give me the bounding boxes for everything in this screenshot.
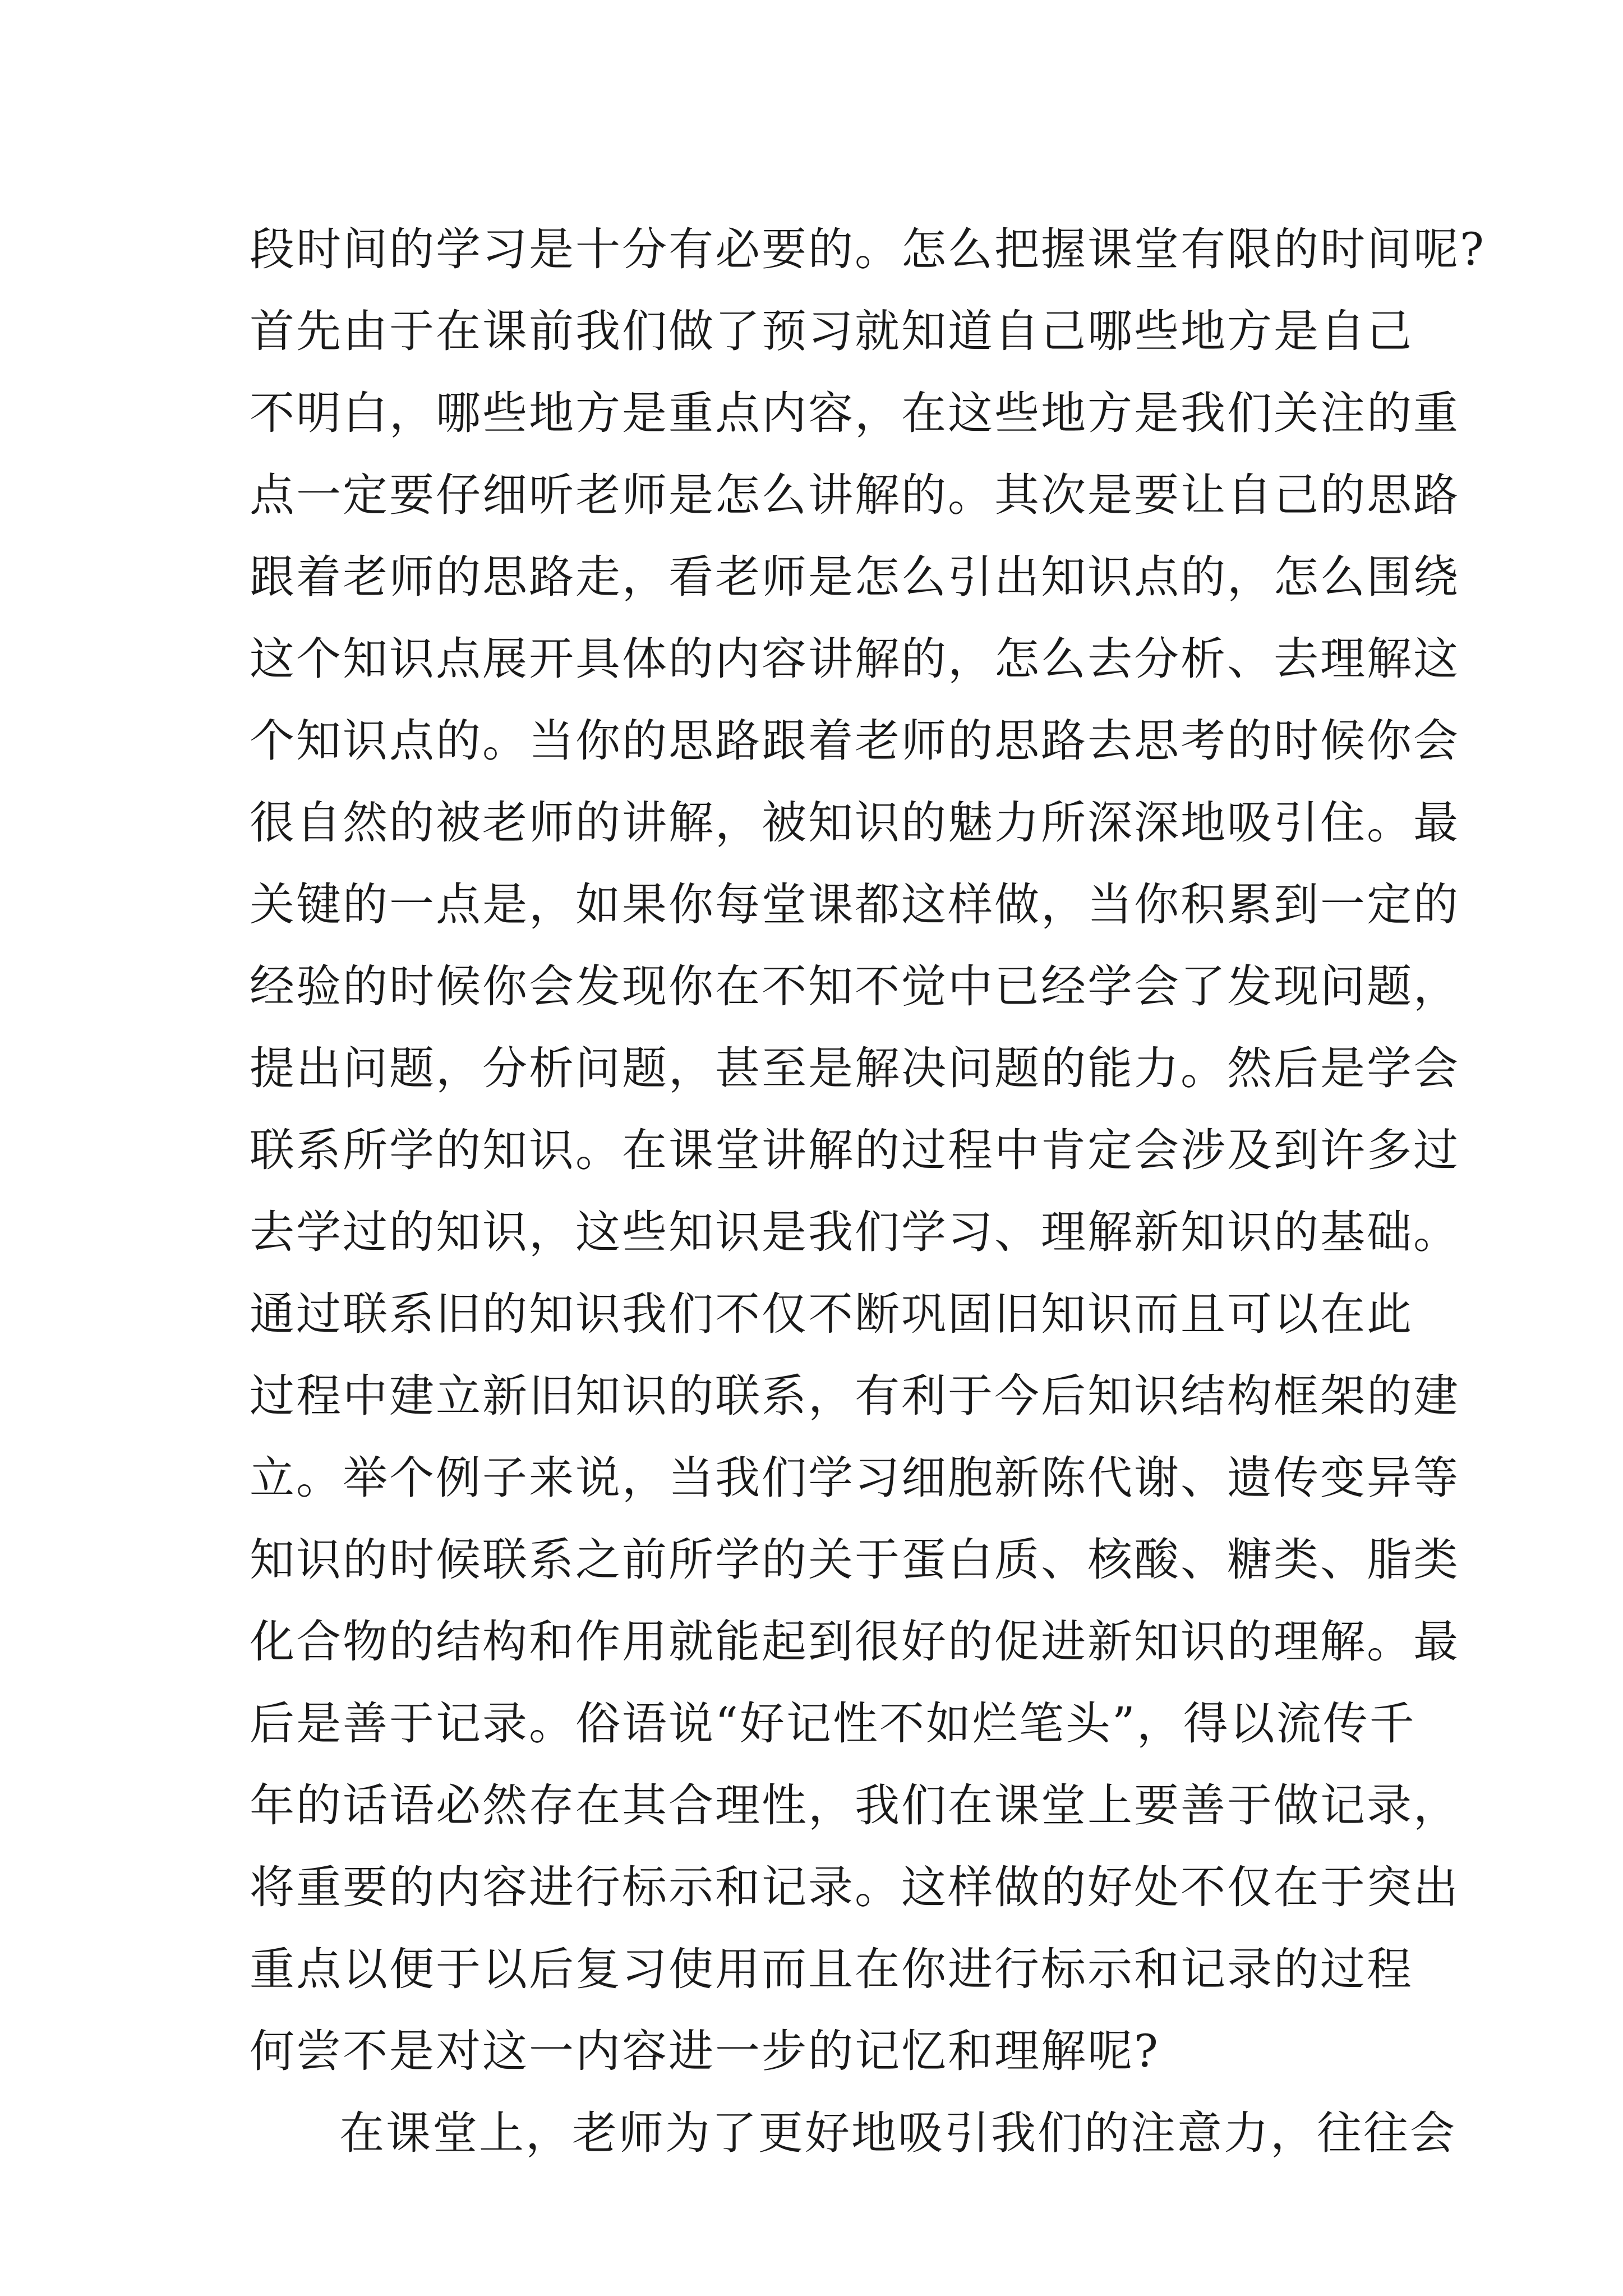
text-line: 提出问题，分析问题，甚至是解决问题的能力。然后是学会 <box>250 1042 1460 1094</box>
text-line: 立。举个例子来说，当我们学习细胞新陈代谢、遗传变异等 <box>250 1452 1460 1504</box>
text-line: 这个知识点展开具体的内容讲解的，怎么去分析、去理解这 <box>250 633 1460 685</box>
body-text <box>250 209 1486 2174</box>
text-line: 关键的一点是，如果你每堂课都这样做，当你积累到一定的 <box>250 878 1460 931</box>
text-line: 知识的时候联系之前所学的关于蛋白质、核酸、糖类、脂类 <box>250 1534 1460 1586</box>
text-line: 联系所学的知识。在课堂讲解的过程中肯定会涉及到许多过 <box>250 1124 1460 1176</box>
text-line: 何尝不是对这一内容进一步的记忆和理解呢? <box>250 2025 1160 2077</box>
text-line: 后是善于记录。俗语说“好记性不如烂笔头”，得以流传千 <box>250 1697 1416 1750</box>
text-line: 化合物的结构和作用就能起到很好的促进新知识的理解。最 <box>250 1616 1460 1668</box>
text-line: 经验的时候你会发现你在不知不觉中已经学会了发现问题， <box>250 960 1460 1013</box>
text-line: 将重要的内容进行标示和记录。这样做的好处不仅在于突出 <box>250 1861 1460 1913</box>
text-line: 过程中建立新旧知识的联系，有利于今后知识结构框架的建 <box>250 1370 1460 1422</box>
text-line: 年的话语必然存在其合理性，我们在课堂上要善于做记录， <box>250 1779 1460 1832</box>
text-line: 个知识点的。当你的思路跟着老师的思路去思考的时候你会 <box>250 715 1460 767</box>
text-line: 去学过的知识，这些知识是我们学习、理解新知识的基础。 <box>250 1206 1460 1258</box>
text-line: 重点以便于以后复习使用而且在你进行标示和记录的过程 <box>250 1943 1413 1995</box>
text-line: 不明白，哪些地方是重点内容，在这些地方是我们关注的重 <box>250 387 1460 439</box>
text-line: 很自然的被老师的讲解，被知识的魅力所深深地吸引住。最 <box>250 797 1460 849</box>
paragraph-start-line: 在课堂上，老师为了更好地吸引我们的注意力，往往会 <box>339 2107 1456 2159</box>
text-line: 点一定要仔细听老师是怎么讲解的。其次是要让自己的思路 <box>250 469 1460 521</box>
text-line: 通过联系旧的知识我们不仅不断巩固旧知识而且可以在此 <box>250 1288 1413 1340</box>
text-line: 首先由于在课前我们做了预习就知道自己哪些地方是自己 <box>250 305 1413 357</box>
text-line: 跟着老师的思路走，看老师是怎么引出知识点的，怎么围绕 <box>250 551 1460 603</box>
text-line: 段时间的学习是十分有必要的。怎么把握课堂有限的时间呢? <box>250 223 1486 275</box>
